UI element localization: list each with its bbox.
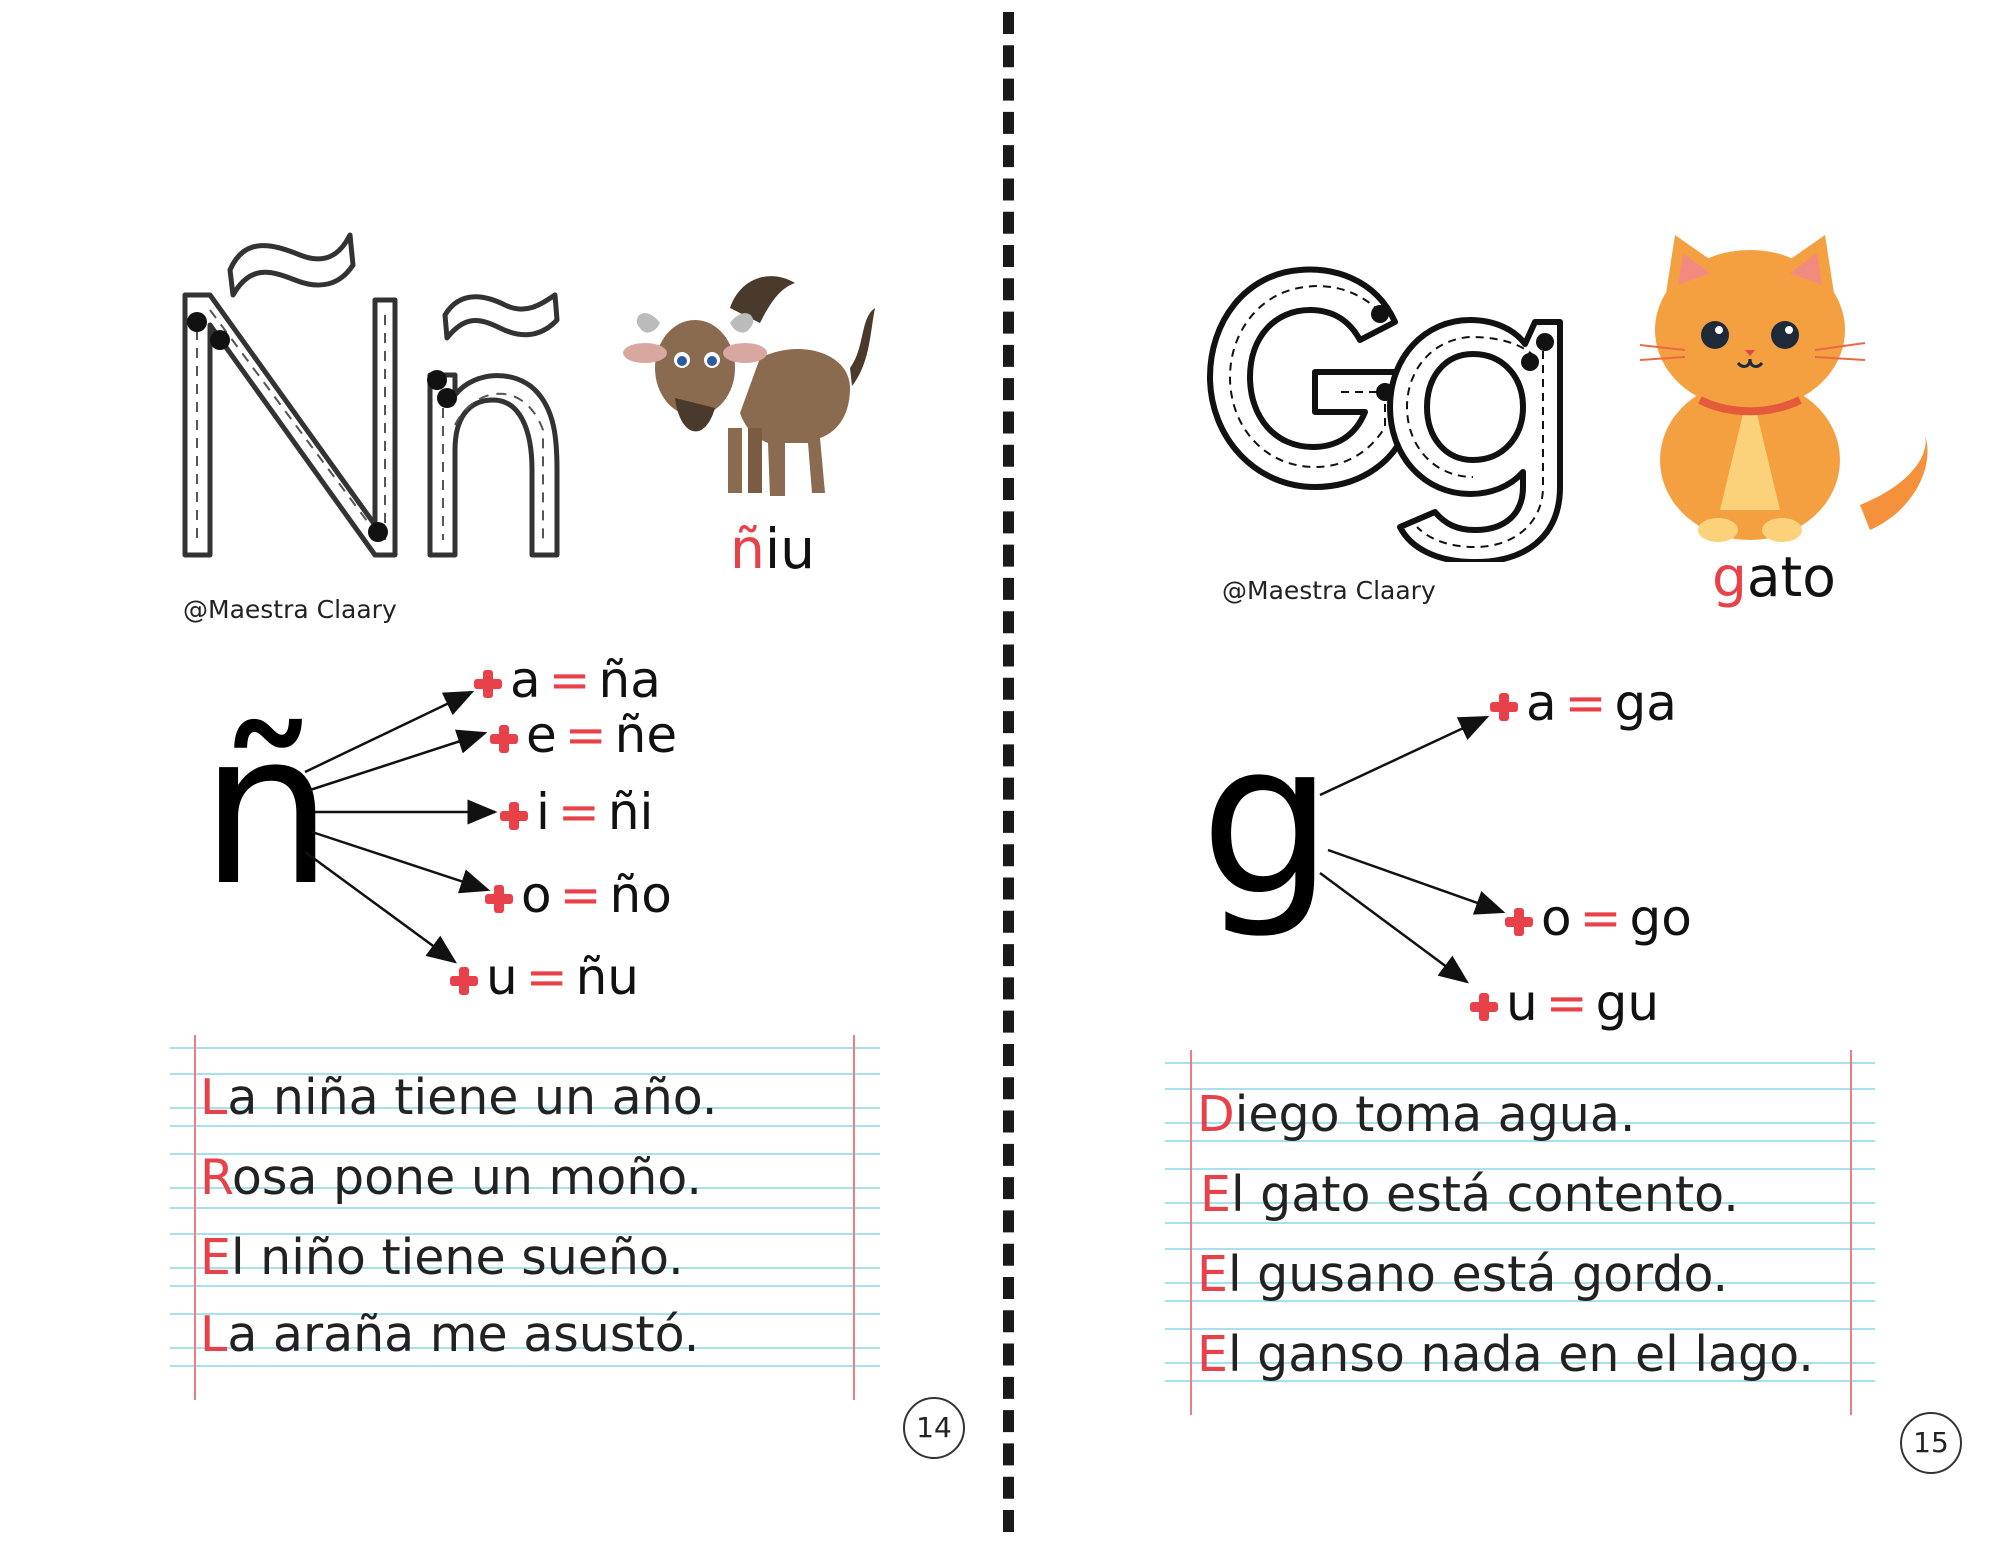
word-first-letter: ñ (730, 517, 765, 581)
red-plus-icon (1470, 993, 1498, 1021)
red-plus-icon (450, 967, 478, 995)
sentence-first-letter: L (200, 1306, 228, 1363)
syllable-result: ga (1614, 674, 1677, 732)
word-rest: ato (1746, 545, 1836, 609)
credit-text: @Maestra Claary (1222, 576, 1436, 605)
equals-sign: = (548, 651, 591, 709)
sentence-line (200, 1069, 718, 1126)
arrow-icon (305, 852, 455, 962)
syllable-vowel: o (521, 866, 552, 924)
red-plus-icon (490, 725, 518, 753)
syllable-result: ñi (607, 783, 654, 841)
syllable-row (1505, 889, 1692, 947)
syllable-vowel: u (486, 948, 518, 1006)
syllable-vowel: a (1526, 674, 1557, 732)
syllable-vowel: a (510, 651, 541, 709)
syllable-row (500, 783, 654, 841)
sentence-text: l niño tiene sueño. (230, 1229, 684, 1286)
sentence-first-letter: E (1197, 1326, 1228, 1383)
arrow-icon (305, 692, 472, 772)
syllable-result: ña (598, 651, 661, 709)
syllable-row (485, 866, 672, 924)
arrow-icon (310, 733, 485, 790)
syllable-row (474, 651, 661, 709)
sentence-text: iego toma agua. (1234, 1086, 1636, 1143)
sentence-text: osa pone un moño. (231, 1149, 702, 1206)
arrow-icon (312, 832, 488, 890)
sentence-line (200, 1149, 702, 1206)
syllable-result: go (1629, 889, 1692, 947)
sentence-text: a niña tiene un año. (227, 1069, 718, 1126)
word-rest: iu (764, 517, 815, 581)
sentence-first-letter: E (1200, 1166, 1231, 1223)
page-number: 14 (903, 1397, 965, 1459)
sentence-first-letter: L (200, 1069, 228, 1126)
sentence-text: l gusano está gordo. (1227, 1246, 1729, 1303)
syllable-result: ñu (575, 948, 639, 1006)
syllable-result: gu (1595, 974, 1660, 1032)
equals-sign: = (1545, 974, 1588, 1032)
red-plus-icon (1505, 908, 1533, 936)
equals-sign: = (1564, 674, 1607, 732)
syllable-row (1490, 674, 1677, 732)
credit-text: @Maestra Claary (183, 595, 397, 624)
sentence-line (1197, 1086, 1636, 1143)
sentence-text: a araña me asustó. (227, 1306, 700, 1363)
sentence-line (200, 1306, 700, 1363)
syllable-row (450, 948, 639, 1006)
page-number: 15 (1900, 1412, 1962, 1474)
red-plus-icon (474, 670, 502, 698)
sentence-first-letter: E (200, 1229, 231, 1286)
sentence-line (1197, 1246, 1729, 1303)
equals-sign: = (1579, 889, 1622, 947)
syllable-vowel: i (536, 783, 550, 841)
syllable-row (490, 706, 678, 764)
arrow-icon (1320, 717, 1487, 795)
equals-sign: = (559, 866, 602, 924)
syllable-vowel: e (526, 706, 557, 764)
syllable-vowel: o (1541, 889, 1572, 947)
red-plus-icon (1490, 693, 1518, 721)
red-plus-icon (485, 885, 513, 913)
sentence-line (1200, 1166, 1739, 1223)
arrow-icon (1320, 873, 1467, 982)
arrow-icon (1328, 850, 1503, 912)
equals-sign: = (557, 783, 600, 841)
syllable-result: ño (609, 866, 672, 924)
sentence-first-letter: R (200, 1149, 232, 1206)
sentence-first-letter: E (1197, 1246, 1228, 1303)
sentence-line (1197, 1326, 1814, 1383)
syllable-result: ñe (614, 706, 678, 764)
sentence-first-letter: D (1197, 1086, 1235, 1143)
syllable-vowel: u (1506, 974, 1538, 1032)
word-first-letter: g (1712, 545, 1747, 609)
syllable-row (1470, 974, 1660, 1032)
red-plus-icon (500, 802, 528, 830)
equals-sign: = (525, 948, 568, 1006)
sentence-line (200, 1229, 684, 1286)
big-letter-n-tilde: ñ (200, 687, 334, 932)
equals-sign: = (564, 706, 607, 764)
big-letter-g: g (1200, 697, 1334, 942)
sentence-text: l gato está contento. (1230, 1166, 1739, 1223)
sentence-text: l ganso nada en el lago. (1227, 1326, 1814, 1383)
